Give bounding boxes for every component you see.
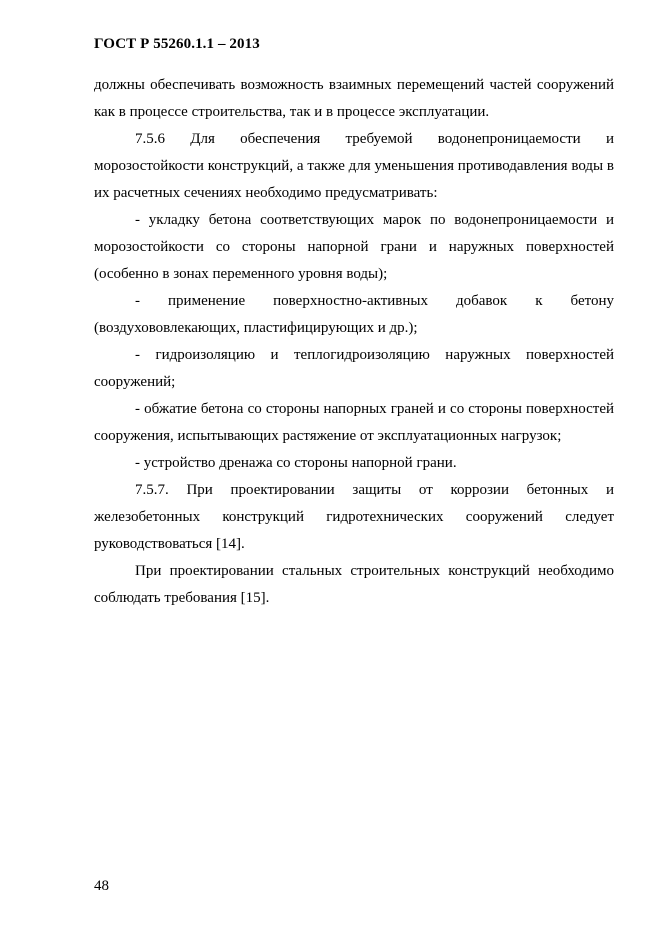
paragraph-steel-structures: При проектировании стальных строительных конструкций необходимо соблюдать требования [15]. bbox=[94, 563, 614, 606]
paragraph-clause-7-5-6: 7.5.6 Для обеспечения требуемой водонепроницаемости и морозостойкости конструкций, а также для уменьшения противодавления воды в их расчетных сечениях необходимо предусматривать: bbox=[94, 131, 614, 201]
list-item-surfactant-additives: - применение поверхностно-активных добавок к бетону (воздухововлекающих, пластифицирующих и др.); bbox=[94, 293, 614, 336]
page-number: 48 bbox=[94, 878, 109, 894]
list-item-drainage: - устройство дренажа со стороны напорной грани. bbox=[135, 455, 457, 471]
list-item-concrete-compression: - обжатие бетона со стороны напорных граней и со стороны поверхностей сооружения, испытывающих растяжение от эксплуатационных нагрузок; bbox=[94, 401, 614, 444]
paragraph-clause-7-5-7: 7.5.7. При проектировании защиты от коррозии бетонных и железобетонных конструкций гидротехнических сооружений следует руководствоваться [14]. bbox=[94, 482, 614, 552]
list-item-concrete-placement: - укладку бетона соответствующих марок по водонепроницаемости и морозостойкости со стороны напорной грани и наружных поверхностей (особенно в зонах переменного уровня воды); bbox=[94, 212, 614, 282]
document-header: ГОСТ Р 55260.1.1 – 2013 bbox=[94, 36, 260, 52]
document-body bbox=[94, 72, 614, 612]
list-item-waterproofing: - гидроизоляцию и теплогидроизоляцию наружных поверхностей сооружений; bbox=[94, 347, 614, 390]
paragraph-continuation: должны обеспечивать возможность взаимных перемещений частей сооружений как в процессе строительства, так и в процессе эксплуатации. bbox=[94, 77, 614, 120]
